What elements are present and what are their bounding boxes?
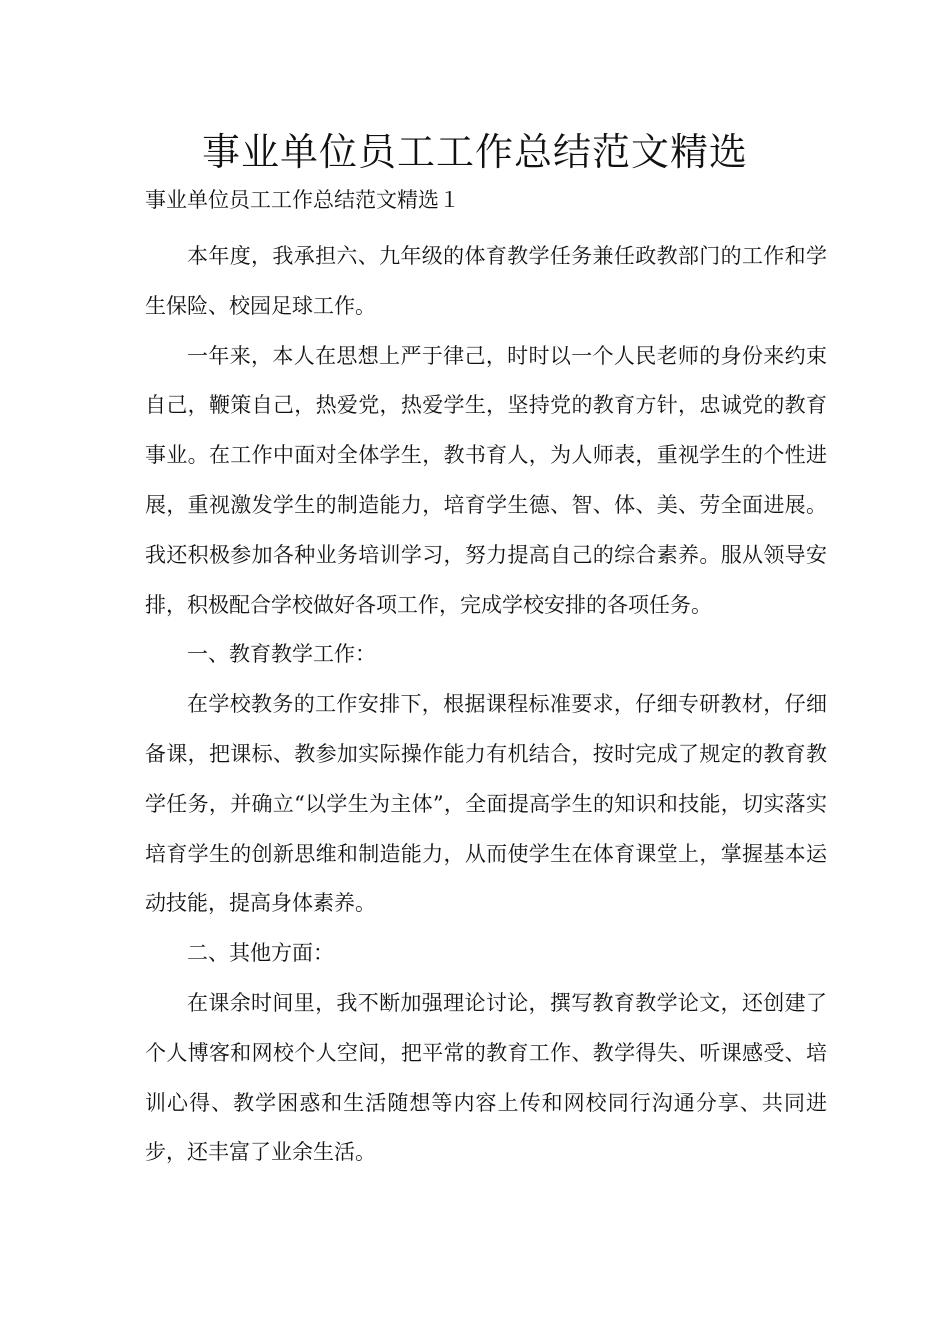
document-body xyxy=(145,232,827,1178)
paragraph: 在学校教务的工作安排下，根据课程标准要求，仔细专研教材，仔细备课，把课标、教参加实际操作能力有机结合，按时完成了规定的教育教学任务，并确立“以学生为主体”，全面提高学生的知识和技能，切实落实培育学生的创新思维和制造能力，从而使学生在体育课堂上，掌握基本运动技能，提高身体素养。 xyxy=(145,692,827,916)
section-heading: 二、其他方面： xyxy=(187,941,334,966)
section-heading: 一、教育教学工作： xyxy=(187,642,376,667)
paragraph: 本年度，我承担六、九年级的体育教学任务兼任政教部门的工作和学生保险、校园足球工作。 xyxy=(145,244,827,318)
document-subtitle: 事业单位员工工作总结范文精选１ xyxy=(145,188,460,212)
paragraph: 在课余时间里，我不断加强理论讨论，撰写教育教学论文，还创建了个人博客和网校个人空间，把平常的教育工作、教学得失、听课感受、培训心得、教学困惑和生活随想等内容上传和网校同行沟通分享、共同进步，还丰富了业余生活。 xyxy=(145,990,827,1165)
document-title: 事业单位员工工作总结范文精选 xyxy=(201,130,748,174)
paragraph: 一年来，本人在思想上严于律己，时时以一个人民老师的身份来约束自己，鞭策自己，热爱党，热爱学生，坚持党的教育方针，忠诚党的教育事业。在工作中面对全体学生，教书育人，为人师表，重视学生的个性进展，重视激发学生的制造能力，培育学生德、智、体、美、劳全面进展。我还积极参加各种业务培训学习，努力提高自己的综合素养。服从领导安排，积极配合学校做好各项工作，完成学校安排的各项任务。 xyxy=(145,343,827,617)
